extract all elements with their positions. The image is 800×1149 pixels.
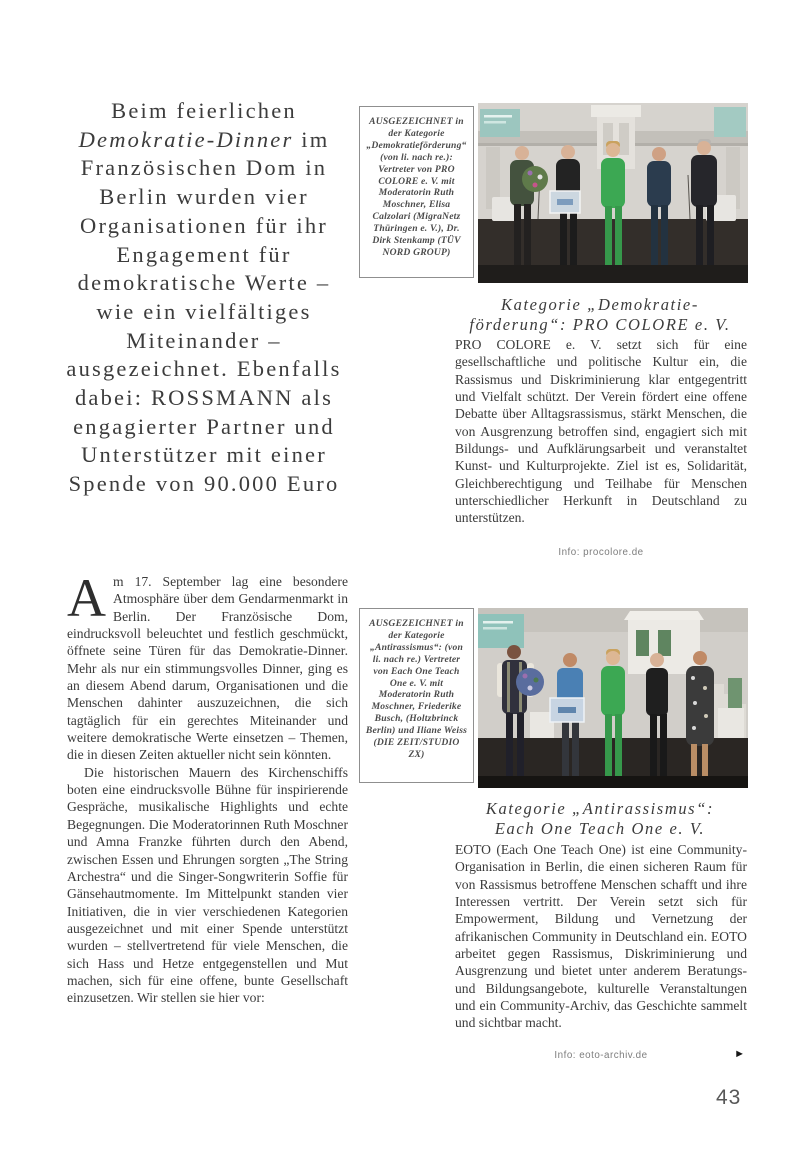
- article-body: [67, 568, 348, 1007]
- paragraph-1-text: m 17. September lag eine besondere Atmosphäre über dem Gendarmenmarkt in Berlin. Der Französische Dom, eindrucksvoll beleuchtet und festlich geschmückt, öffnete seine Türen für das Demokratie-Dinner. Mehr als nur ein stimmungsvolles Dinner, ging es an diesem Abend darum, Organisationen und die Menschen dahinter auszuzeichnen, die sich tagtäglich für ein gerechtes Miteinander und weitere demokratische Werte einsetzen – Themen, die in diesen Zeiten aktueller nicht sein könnten.: [67, 574, 348, 763]
- section-body-demokratiefoerderung: PRO COLORE e. V. setzt sich für eine gesellschaftliche und politische Kultur ein, die Rassismus und Diskriminierung klar entgegentritt und Vielfalt schützt. Der Verein fördert eine offene Debatte über Alltagsrassismus, stärkt Menschen, die von Ausgrenzung betroffen sind, engagiert sich mit Bildungs- und Aufklärungsarbeit und veranstaltet Kunst- und Kulturprojekte. Ziel ist es, Solidarität, Gleichberechtigung und Teilhabe für Menschen unterschiedlicher Herkunft in Deutschland zu unterstützen.: [455, 337, 747, 526]
- info-link-procolore: Info: procolore.de: [558, 547, 644, 558]
- page-number: 43: [716, 1086, 742, 1109]
- stage-photo-demokratiefoerderung: [478, 103, 748, 283]
- photo-caption-antirassismus: AUSGEZEICHNET in der Kategorie „Antirassismus“: (von li. nach re.) Vertreter von Each One Teach One e. V. mit Moderatorin Ruth Moschner, Friederike Busch, (Holtzbrinck Berlin) und Iliane Weiss (DIE ZEIT/STUDIO ZX): [359, 608, 474, 783]
- article-continues-arrow-icon: ►: [734, 1048, 745, 1060]
- info-link-eoto: [455, 1050, 747, 1061]
- photo-caption-demokratiefoerderung: AUSGEZEICHNET in der Kategorie „Demokratieförderung“ (von li. nach re.): Vertreter von PRO COLORE e. V. mit Moderatorin Ruth Moschner, Elisa Calzolari (MigraNetz Thüringen e. V.), Dr. Dirk Stenkamp (TÜV NORD GROUP): [359, 106, 474, 278]
- award-certificate: [550, 698, 584, 722]
- heading-line-2: Each One Teach One e. V.: [494, 818, 706, 838]
- article-paragraph-2: Die historischen Mauern des Kirchenschiffs boten eine eindrucksvolle Bühne für inspirierende Gespräche, musikalische Highlights und echte Begegnungen. Die Moderatorinnen Ruth Moschner und Amna Franzke führten durch den Abend, zwischen Essen und Ehrungen sorgten „The String Archestra“ und die Singer-Songwriterin Soffie für Gänsehautmomente. Im Mittelpunkt standen vier Initiativen, die in vier verschiedenen Kategorien ausgezeichnet und mit einer Spende unterstützt wurden – stellvertretend für viele Menschen, die sich Hass und Hetze entgegenstellen und Mut machen, sich für eine offene, bunte Gesellschaft einzusetzen. Wir stellen sie hier vor:: [67, 764, 348, 1006]
- flower-bouquet: [522, 166, 548, 192]
- heading-line-1: Kategorie „Antirassismus“:: [485, 799, 715, 818]
- category-heading-demokratiefoerderung: [452, 295, 748, 334]
- stage-photo-1-graphic: [478, 103, 748, 283]
- section-body-antirassismus: EOTO (Each One Teach One) ist eine Community-Organisation in Berlin, die einen sicheren Raum für von Rassismus betroffene Menschen schafft und ihre Interessen vertritt. Der Verein setzt sich für Empowerment, Bildung und Vernetzung der afrikanischen Community in Deutschland ein. EOTO arbeitet gegen Rassismus, Diskriminierung und Ausgrenzung und bietet unter anderem Beratungs- und Bildungsangebote, kulturelle Veranstaltungen und ein Community-Archiv, das Geschichte sammelt und sichtbar macht.: [455, 842, 747, 1031]
- drop-cap: A: [67, 568, 106, 628]
- headline-text-pre: Beim feierlichen: [111, 98, 297, 123]
- headline-text-italic: Demokratie-Dinner: [78, 126, 294, 152]
- award-certificate: [550, 191, 580, 213]
- stage-photo-antirassismus: [478, 608, 748, 788]
- info-link-text: Info: eoto-archiv.de: [554, 1050, 648, 1061]
- headline-text-post: im Französischen Dom in Berlin wurden vier Organisationen für ihr Engagement für demokratische Werte – wie ein vielfältiges Miteinander – ausgezeichnet. Ebenfalls dabei: ROSSMANN als engagierter Partner und Unterstützer mit einer Spende von 90.000 Euro: [66, 126, 342, 497]
- heading-line-1: Kategorie „Demokratie-: [501, 295, 699, 314]
- article-paragraph-1: [67, 568, 348, 764]
- article-headline: [58, 97, 350, 499]
- stage-photo-2-graphic: [478, 608, 748, 788]
- heading-line-2: förderung“: PRO COLORE e. V.: [469, 314, 731, 334]
- flower-bouquet: [516, 668, 544, 696]
- presentation-screen-right: [714, 107, 746, 137]
- category-heading-antirassismus: [452, 799, 748, 838]
- presentation-screen-left: [478, 614, 524, 648]
